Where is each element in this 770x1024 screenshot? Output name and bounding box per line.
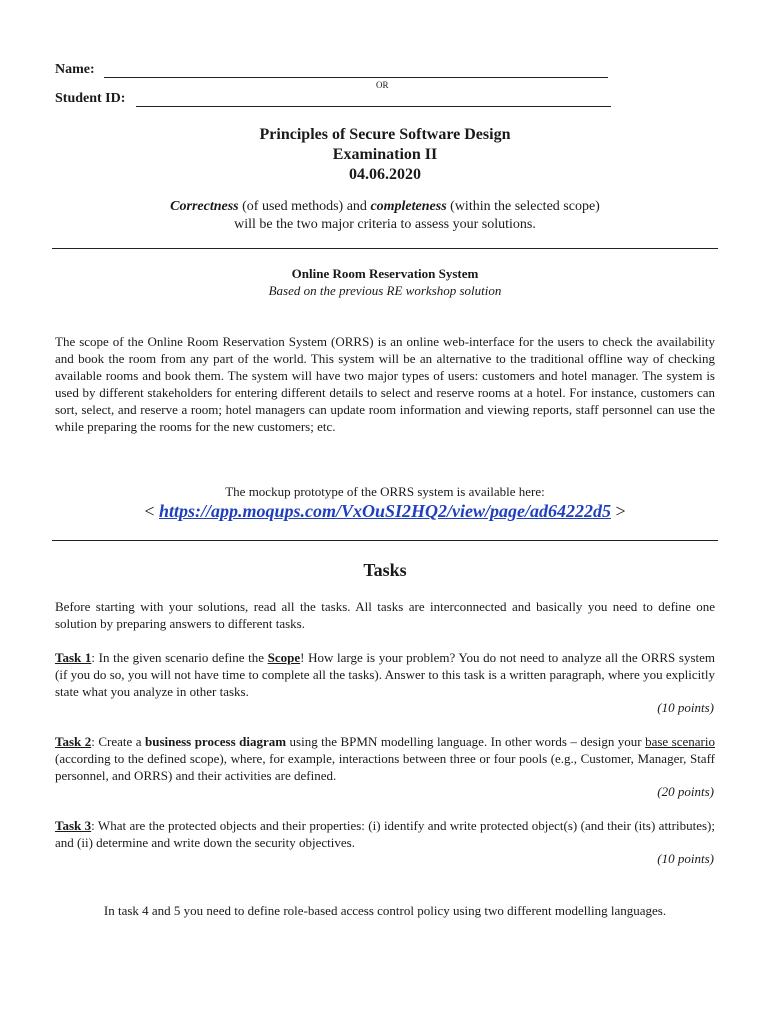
name-field[interactable] [104, 76, 608, 78]
correctness-word: Correctness [170, 199, 239, 214]
divider-1 [52, 248, 718, 249]
title-line-2: Examination II [332, 146, 438, 163]
or-text: OR [376, 80, 389, 90]
task-1: Task 1: In the given scenario define the Scope! How large is your problem? You do not need to analyze all the ORRS system (if you do so, you will not have time to complete all the tasks). Answer to this task is a written paragraph, where you explicitly state what you analyze in other tasks. [55, 650, 715, 699]
tasks-intro: Before starting with your solutions, read all the tasks. All tasks are interconnected and basically you need to define one solution by preparing answers to different tasks. [55, 599, 715, 631]
mockup-link[interactable]: https://app.moqups.com/VxOuSI2HQ2/view/page/ad64222d5 [158, 501, 612, 521]
mockup-link-line: < https://app.moqups.com/VxOuSI2HQ2/view/page/ad64222d5 > [144, 501, 626, 521]
task-3-points: (10 points) [657, 851, 714, 866]
criteria-text: Correctness (of used methods) and completeness (within the selected scope) will be the two major criteria to assess your solutions. [170, 199, 600, 232]
task-2: Task 2: Create a business process diagram using the BPMN modelling language. In other words – design your base scenario (according to the defined scope), where, for example, interactions between three or four pools (e.g., Customer, Manager, Staff personnel, and ORRS) and their activities are defined. [55, 734, 715, 783]
mockup-text: The mockup prototype of the ORRS system is available here: [225, 484, 545, 499]
task-2-label: Task 2 [55, 734, 92, 749]
name-label: Name: [55, 62, 95, 77]
task-3: Task 3: What are the protected objects and their properties: (i) identify and write protected object(s) (and their (its) attributes); and (ii) determine and write down the security objectives. [55, 818, 715, 850]
task-3-label: Task 3 [55, 818, 92, 833]
divider-2 [52, 540, 718, 541]
scope-paragraph: The scope of the Online Room Reservation System (ORRS) is an online web-interface for the users to check the availability and book the room from any part of the world. This system will be an alternative to the traditional offline way of checking available rooms and book them. The system will have two major types of users: customers and hotel manager. The system is used by different stakeholders for entering different details to select and reserve rooms at a hotel. For instance, customers can sort, select, and reserve a room; hotel managers can update room information and viewing reports, staff personnel can use the while preparing the rooms for the new customers; etc. [55, 334, 715, 434]
system-title: Online Room Reservation System [291, 266, 479, 281]
tasks-heading: Tasks [363, 560, 407, 580]
title-line-1: Principles of Secure Software Design [259, 126, 511, 143]
task-2-points: (20 points) [657, 784, 714, 799]
task-1-label: Task 1 [55, 650, 92, 665]
student-id-label: Student ID: [55, 91, 126, 106]
student-id-field[interactable] [136, 105, 611, 107]
title-date: 04.06.2020 [349, 166, 421, 183]
completeness-word: completeness [370, 199, 447, 214]
system-subtitle: Based on the previous RE workshop solution [268, 283, 502, 298]
task-1-points: (10 points) [657, 700, 714, 715]
tasks-footer: In task 4 and 5 you need to define role-based access control policy using two different modelling languages. [103, 903, 667, 918]
page-title [52, 125, 718, 185]
